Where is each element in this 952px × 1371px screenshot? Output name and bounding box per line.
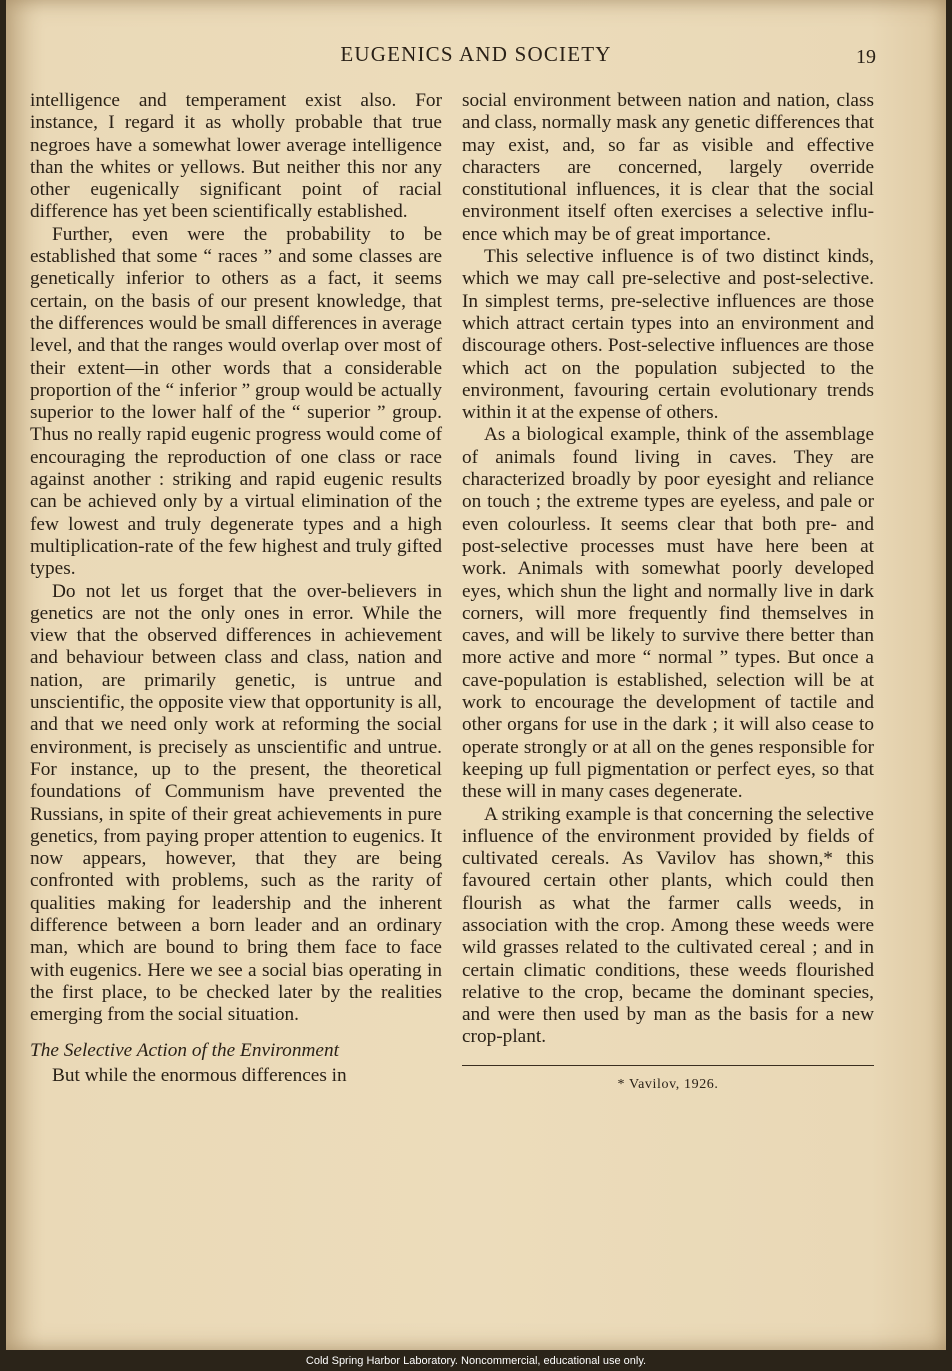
paragraph: social environment between nation and nation, class and class, normally mask any genetic differences that may exist, and, so far as visible and effective characters are concerned, largely override constitutional influences, it is clear that the social environment itself often exercises a selective influence which may be of great importance.: [462, 90, 874, 245]
archive-credit: Cold Spring Harbor Laboratory. Noncommercial, educational use only.: [305, 1355, 647, 1367]
right-column: [462, 90, 874, 1094]
running-title: EUGENICS AND SOCIETY: [340, 42, 612, 66]
footnote: * Vavilov, 1926.: [617, 1076, 719, 1092]
running-head: [6, 42, 946, 70]
paragraph: A striking example is that concerning the selective influence of the environment provided by fields of cultivated cereals. As Vavilov has shown,* this favoured certain other plants, which could then flourish as what the farmer calls weeds, in association with the crop. Among these weeds were wild grasses related to the cultivated cereal ; and in certain climatic conditions, these weeds flourished relative to the crop, became the dominant species, and were then used by man as the basis for a new crop-plant.: [462, 803, 874, 1048]
page-number: 19: [856, 46, 876, 68]
paragraph: Further, even were the probability to be established that some “ races ” and some classes are genetically inferior to others as a fact, it seems certain, on the basis of our present knowledge, that the differences would be small differences in average level, and that the ranges would overlap over most of their extent—in other words that a considerable proportion of the “ inferior ” group would be actually superior to the lower half of the “ superior ” group. Thus no really rapid eugenic progress would come of encouraging the reproduction of one class or race against another : striking and rapid eugenic results can be achieved only by a virtual elimination of the few lowest and truly degenerate types and a high multiplication-rate of the few highest and truly gifted types.: [30, 223, 442, 580]
paragraph: Do not let us forget that the over-believers in genetics are not the only ones in error. While the view that the observed differences in achievement and behaviour between class and class, nation and nation, are primarily genetic, is untrue and unscientific, the opposite view that opportunity is all, and that we need only work at reforming the social environment, is precisely as unscientific and untrue. For instance, up to the present, the theoretical foundations of Communism have prevented the Russians, in spite of their great achievements in pure genetics, from paying proper attention to eugenics. It now appears, however, that they are being confronted with problems, such as the rarity of qualities making for leadership and the inherent difference between a born leader and an ordinary man, which are bound to bring them face to face with eugenics. Here we see a social bias operating in the first place, to be checked later by the realities emerging from the social situation.: [30, 580, 442, 1026]
footnote-rule: [462, 1065, 874, 1066]
paragraph: But while the enormous differences in: [52, 1064, 347, 1086]
paragraph: This selective influence is of two distinct kinds, which we may call pre-selective and post-selective. In simplest terms, pre-selective influences are those which attract certain types into an environment and discourage others. Post-selective influences are those which act on the population subjected to the environment, favouring certain evolutionary trends within it at the expense of others.: [462, 246, 874, 424]
section-heading: The Selective Action of the Environment: [30, 1040, 339, 1062]
paragraph: intelligence and temperament exist also. For instance, I regard it as wholly probable that true negroes have a somewhat lower average intelligence than the whites or yellows. But neither this nor any other eugenically significant point of racial difference has yet been scientifically established.: [30, 90, 442, 223]
book-page: [6, 0, 946, 1350]
paragraph: As a biological example, think of the assemblage of animals found living in caves. They are characterized broadly by poor eyesight and reliance on touch ; the extreme types are eyeless, and pale or even colourless. It seems clear that both pre- and post-selective processes must have here been at work. Animals with somewhat poorly developed eyes, which shun the light and normally live in dark corners, will more frequently find themselves in caves, and will be likely to survive there better than more active and more “ normal ” types. But once a cave-population is established, selection will be at work to encourage the development of tactile and other organs for use in the dark ; it will also cease to operate strongly or at all on the genes responsible for keeping up full pigmentation or perfect eyes, so that these will in many cases degenerate.: [462, 424, 874, 803]
left-column: [30, 90, 442, 1087]
